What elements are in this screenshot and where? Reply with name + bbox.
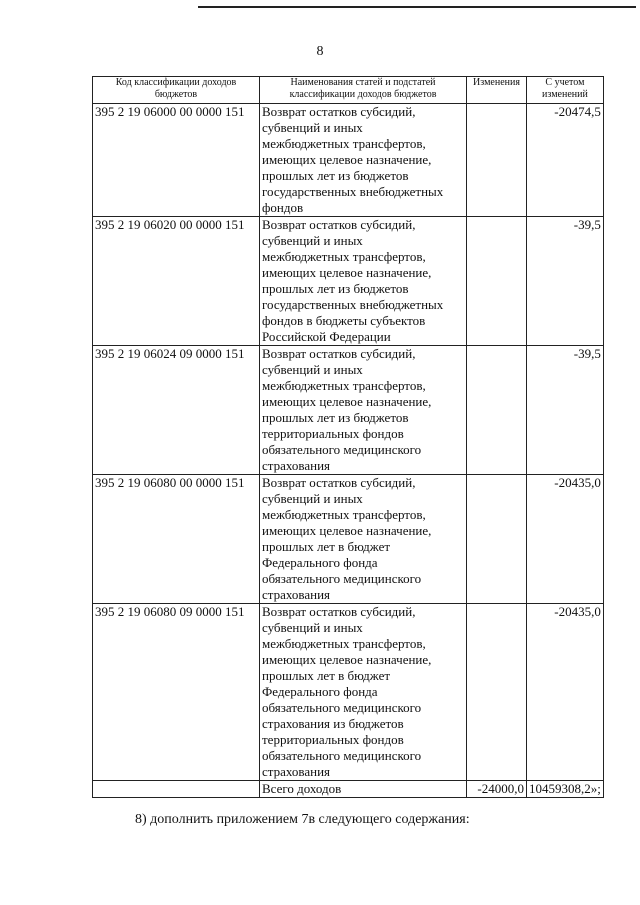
row-name: Возврат остатков субсидий, субвенций и иных межбюджетных трансфертов, имеющих целевое назначение, прошлых лет в бюджет Федерального фонда обязательного медицинского страхования (260, 475, 467, 604)
table-header-row (93, 77, 604, 104)
top-rule (198, 6, 636, 8)
header-change: Изменения (467, 77, 527, 104)
row-name: Возврат остатков субсидий, субвенций и иных межбюджетных трансфертов, имеющих целевое назначение, прошлых лет из бюджетов территориальных фондов обязательного медицинского страхования (260, 346, 467, 475)
row-total: -20435,0 (527, 475, 604, 604)
row-change (467, 475, 527, 604)
row-code: 395 2 19 06000 00 0000 151 (93, 104, 260, 217)
table-row (93, 346, 604, 475)
header-name: Наименования статей и подстатей классификации доходов бюджетов (260, 77, 467, 104)
row-change (467, 104, 527, 217)
amendment-paragraph: 8) дополнить приложением 7в следующего содержания: (135, 812, 470, 827)
total-change: -24000,0 (467, 781, 527, 798)
row-code: 395 2 19 06024 09 0000 151 (93, 346, 260, 475)
row-change (467, 604, 527, 781)
total-code (93, 781, 260, 798)
row-name: Возврат остатков субсидий, субвенций и иных межбюджетных трансфертов, имеющих целевое назначение, прошлых лет из бюджетов государственных внебюджетных фондов (260, 104, 467, 217)
table-row (93, 475, 604, 604)
row-name: Возврат остатков субсидий, субвенций и иных межбюджетных трансфертов, имеющих целевое назначение, прошлых лет из бюджетов государственных внебюджетных фондов в бюджеты субъектов Российской Федерации (260, 217, 467, 346)
table-row (93, 604, 604, 781)
table-row (93, 217, 604, 346)
row-total: -39,5 (527, 217, 604, 346)
total-value: 10459308,2»; (527, 781, 604, 798)
row-change (467, 346, 527, 475)
header-total: С учетом изменений (527, 77, 604, 104)
row-change (467, 217, 527, 346)
revenue-table (92, 76, 604, 798)
total-row (93, 781, 604, 798)
row-total: -20435,0 (527, 604, 604, 781)
row-name: Возврат остатков субсидий, субвенций и иных межбюджетных трансфертов, имеющих целевое назначение, прошлых лет в бюджет Федерального фонда обязательного медицинского страхования из бюджетов территориальных фондов обязательного медицинского страхования (260, 604, 467, 781)
row-code: 395 2 19 06080 00 0000 151 (93, 475, 260, 604)
table-row (93, 104, 604, 217)
row-code: 395 2 19 06080 09 0000 151 (93, 604, 260, 781)
row-code: 395 2 19 06020 00 0000 151 (93, 217, 260, 346)
total-label: Всего доходов (260, 781, 467, 798)
header-code: Код классификации доходов бюджетов (93, 77, 260, 104)
row-total: -39,5 (527, 346, 604, 475)
row-total: -20474,5 (527, 104, 604, 217)
page-number: 8 (316, 44, 324, 59)
